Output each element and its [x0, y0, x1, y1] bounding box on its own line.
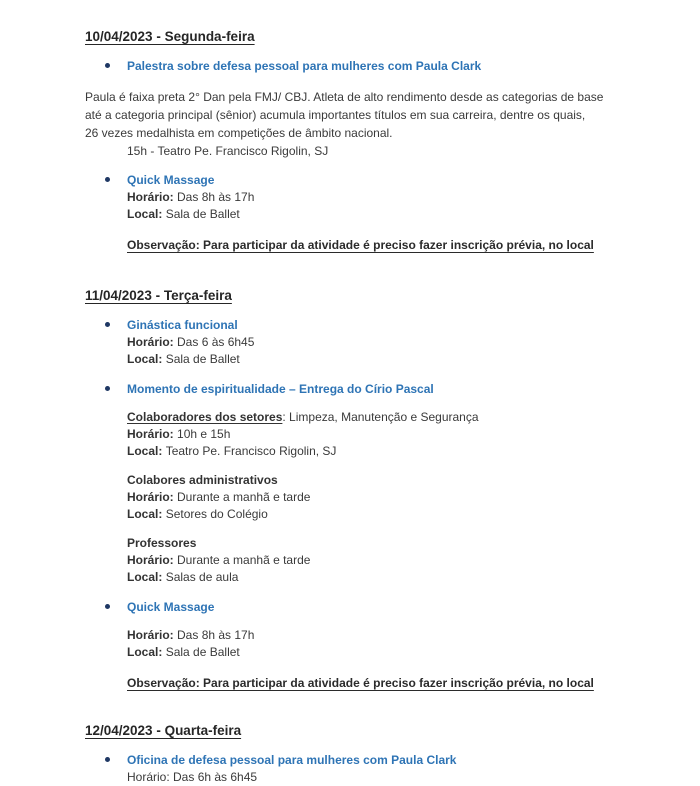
local-value: Teatro Pe. Francisco Rigolin, SJ — [165, 444, 337, 458]
local-line — [127, 206, 622, 223]
horario-label: Horário: — [127, 335, 174, 349]
paragraph-line: até a categoria principal (sênior) acumula importantes títulos em sua carreira, dentre os quais, — [85, 108, 586, 122]
bullet-icon — [105, 604, 110, 609]
paragraph-line: 26 vezes medalhista em competições de âmbito nacional. — [85, 126, 393, 140]
horario-label: Horário: — [127, 628, 174, 642]
horario-line — [127, 552, 622, 569]
date-heading-tuesday: 11/04/2023 - Terça-feira — [85, 288, 232, 303]
event-title-espiritualidade: Momento de espiritualidade – Entrega do Círio Pascal — [127, 382, 434, 396]
audience-group-administrativos — [127, 472, 622, 523]
event-palestra — [105, 59, 622, 74]
observacao-note: Observação: Para participar da atividade é preciso fazer inscrição prévia, no local — [127, 676, 594, 690]
audience-group-professores — [127, 535, 622, 586]
horario-line — [127, 426, 622, 443]
event-quick-massage — [105, 173, 622, 188]
horario-value: Das 6 às 6h45 — [177, 335, 255, 349]
local-line — [127, 569, 622, 586]
bullet-icon — [105, 757, 110, 762]
event-quick-massage-2 — [105, 600, 622, 615]
section-tuesday — [85, 287, 622, 692]
local-line — [127, 443, 622, 460]
audience-group-setores — [127, 409, 622, 460]
section-monday — [85, 28, 622, 254]
event-title-ginastica: Ginástica funcional — [127, 318, 238, 332]
group-name-line — [127, 535, 622, 552]
event-espiritualidade — [105, 382, 622, 397]
event-details — [127, 334, 622, 368]
event-title-palestra: Palestra sobre defesa pessoal para mulheres com Paula Clark — [127, 59, 482, 73]
horario-line — [127, 189, 622, 206]
local-label: Local: — [127, 507, 163, 521]
paragraph-line: Paula é faixa preta 2° Dan pela FMJ/ CBJ. Atleta de alto rendimento desde as categorias de base — [85, 90, 604, 104]
bullet-icon — [105, 177, 110, 182]
group-name: Colabores administrativos — [127, 473, 278, 487]
bullet-icon — [105, 322, 110, 327]
horario-value: Das 8h às 17h — [177, 628, 255, 642]
horario-line — [127, 489, 622, 506]
event-oficina — [105, 753, 622, 768]
group-name-line — [127, 472, 622, 489]
horario-line — [127, 627, 622, 644]
event-title-quick-massage: Quick Massage — [127, 173, 215, 187]
event-title-quick-massage: Quick Massage — [127, 600, 215, 614]
group-name: Professores — [127, 536, 197, 550]
local-line — [127, 644, 622, 661]
horario-value: 10h e 15h — [177, 427, 231, 441]
horario-line — [127, 334, 622, 351]
local-label: Local: — [127, 207, 163, 221]
group-name-suffix: : Limpeza, Manutenção e Segurança — [282, 410, 479, 424]
horario-label: Horário: — [127, 553, 174, 567]
local-line — [127, 506, 622, 523]
horario-label: Horário: — [127, 490, 174, 504]
event-description-paragraph — [85, 88, 622, 142]
bullet-icon — [105, 386, 110, 391]
local-label: Local: — [127, 352, 163, 366]
event-details — [127, 769, 622, 786]
event-ginastica — [105, 318, 622, 333]
local-value: Sala de Ballet — [165, 352, 240, 366]
event-details — [127, 627, 622, 661]
local-value: Sala de Ballet — [165, 207, 240, 221]
local-value: Sala de Ballet — [165, 645, 240, 659]
group-name: Colaboradores dos setores — [127, 410, 283, 424]
local-label: Local: — [127, 444, 163, 458]
group-name-line — [127, 409, 622, 426]
observacao-note: Observação: Para participar da atividade é preciso fazer inscrição prévia, no local — [127, 238, 594, 252]
local-label: Local: — [127, 645, 163, 659]
horario-value: Durante a manhã e tarde — [177, 490, 311, 504]
local-line — [127, 351, 622, 368]
horario-value: Das 8h às 17h — [177, 190, 255, 204]
section-wednesday — [85, 722, 622, 786]
date-heading-wednesday: 12/04/2023 - Quarta-feira — [85, 723, 242, 738]
event-details — [127, 189, 622, 223]
local-value: Salas de aula — [165, 570, 239, 584]
local-value: Setores do Colégio — [165, 507, 268, 521]
horario-value: Durante a manhã e tarde — [177, 553, 311, 567]
horario-label: Horário: — [127, 190, 174, 204]
horario-label: Horário: — [127, 427, 174, 441]
bullet-icon — [105, 63, 110, 68]
date-heading-monday: 10/04/2023 - Segunda-feira — [85, 29, 255, 44]
local-label: Local: — [127, 570, 163, 584]
event-title-oficina: Oficina de defesa pessoal para mulheres com Paula Clark — [127, 753, 457, 767]
event-venue: 15h - Teatro Pe. Francisco Rigolin, SJ — [127, 144, 329, 158]
horario-line-plain: Horário: Das 6h às 6h45 — [127, 770, 258, 784]
